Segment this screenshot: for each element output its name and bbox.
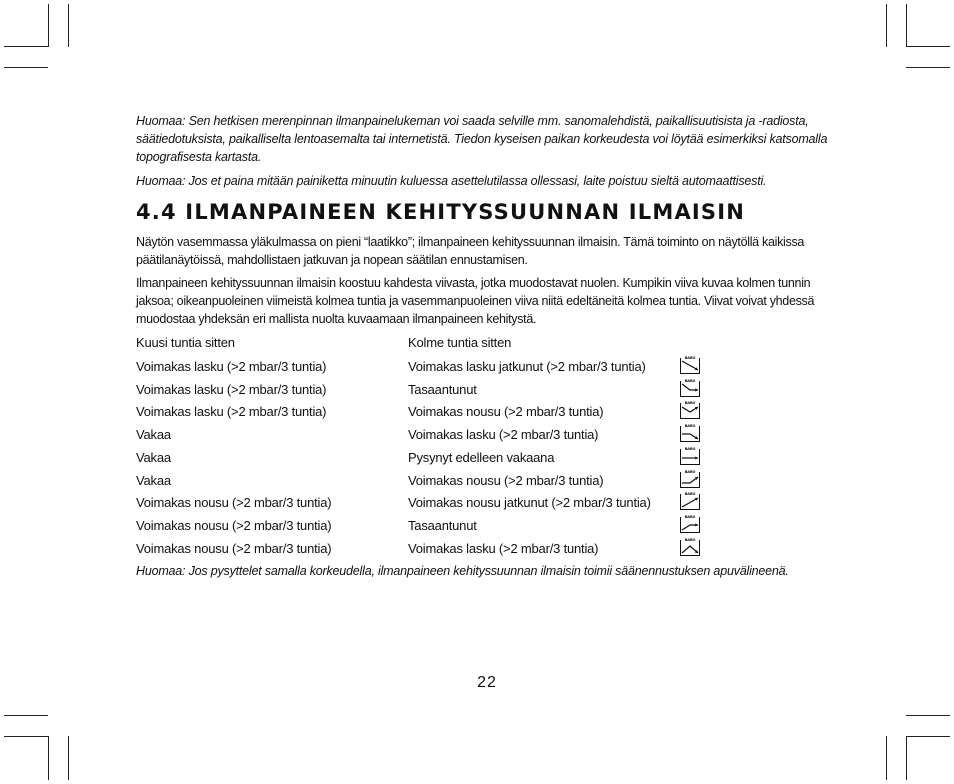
baro-up-down-icon <box>679 537 701 557</box>
baro-label: BARO <box>684 446 696 451</box>
three-hours-trend: Voimakas nousu (>2 mbar/3 tuntia) <box>408 404 604 420</box>
note-timeout: Huomaa: Jos et paina mitään painiketta minuutin kuluessa asettelutilassa ollessasi, laite poistuu sieltä automaattisesti. <box>136 174 767 188</box>
three-hours-trend: Pysynyt edelleen vakaana <box>408 449 555 465</box>
baro-flat-up-icon <box>679 469 701 489</box>
baro-label: BARO <box>684 537 696 542</box>
baro-label: BARO <box>684 469 696 474</box>
table-row <box>136 446 716 472</box>
three-hours-trend: Voimakas nousu (>2 mbar/3 tuntia) <box>408 472 604 488</box>
table-row <box>136 378 716 404</box>
baro-label: BARO <box>684 356 696 360</box>
section-heading: 4.4 ILMANPAINEEN KEHITYSSUUNNAN ILMAISIN <box>136 200 746 224</box>
table-row <box>136 514 716 540</box>
six-hours-trend: Voimakas nousu (>2 mbar/3 tuntia) <box>136 495 332 511</box>
baro-label: BARO <box>684 514 696 519</box>
note-altitude-info: Huomaa: Sen hetkisen merenpinnan ilmanpainelukeman voi saada selville mm. sanomalehdistä, paikallisuutisista ja -radiosta, säätiedotuksista, paikalliselta lentoasemalta tai internetistä. Tiedon kyseisen paikan korkeudesta voi löytää esimerkiksi katsomalla topografisesta kartasta. <box>136 114 828 164</box>
baro-down-flat-icon <box>679 378 701 398</box>
six-hours-trend: Voimakas nousu (>2 mbar/3 tuntia) <box>136 517 332 533</box>
table-row <box>136 401 716 429</box>
table-row <box>136 424 716 449</box>
table-row <box>136 492 716 517</box>
six-hours-trend: Voimakas nousu (>2 mbar/3 tuntia) <box>136 540 332 556</box>
header-three-hours-ago: Kolme tuntia sitten <box>408 335 512 350</box>
table-row <box>136 356 716 381</box>
three-hours-trend: Voimakas lasku jatkunut (>2 mbar/3 tuntia) <box>408 359 646 374</box>
table-header <box>136 335 716 357</box>
baro-flat-down-icon <box>679 423 701 443</box>
baro-down-up-icon <box>679 400 701 420</box>
baro-flat-flat-icon <box>679 446 701 466</box>
six-hours-trend: Vakaa <box>136 427 171 443</box>
six-hours-trend: Voimakas lasku (>2 mbar/3 tuntia) <box>136 359 327 374</box>
three-hours-trend: Tasaantunut <box>408 517 477 533</box>
three-hours-trend: Voimakas nousu jatkunut (>2 mbar/3 tuntia) <box>408 495 651 511</box>
note-altitude-forecast: Huomaa: Jos pysyttelet samalla korkeudella, ilmanpaineen kehityssuunnan ilmaisin toimii säänennustuksen apuvälineenä. <box>136 564 789 578</box>
three-hours-trend: Tasaantunut <box>408 381 477 397</box>
baro-label: BARO <box>684 492 696 497</box>
paragraph-intro: Näytön vasemmassa yläkulmassa on pieni “laatikko”; ilmanpaineen kehityssuunnan ilmaisin. Tämä toiminto on näytöllä kaikissa päätilanäytöissä, mahdollistaen jatkuvan ja nopean säätilan ennustamisen. <box>136 235 805 267</box>
baro-label: BARO <box>684 378 696 383</box>
three-hours-trend: Voimakas lasku (>2 mbar/3 tuntia) <box>408 540 599 556</box>
six-hours-trend: Voimakas lasku (>2 mbar/3 tuntia) <box>136 381 327 397</box>
six-hours-trend: Vakaa <box>136 449 171 465</box>
paragraph-arrows: Ilmanpaineen kehityssuunnan ilmaisin koostuu kahdesta viivasta, jotka muodostavat nuolen. Kumpikin viiva kuvaa kolmen tunnin jaksoa; oikeanpuoleinen viimeistä kolmea tuntia ja vasemmanpuoleinen viiva niitä edeltäneitä kolmea tuntia. Viivat voivat yhdessä muodostaa yhdeksän eri mallista nuolta kuvaamaan ilmanpaineen kehitystä. <box>136 276 815 326</box>
header-six-hours-ago: Kuusi tuntia sitten <box>136 335 235 350</box>
baro-up-up-icon <box>679 491 701 511</box>
six-hours-trend: Voimakas lasku (>2 mbar/3 tuntia) <box>136 404 327 420</box>
page-number: 22 <box>477 674 497 691</box>
table-row <box>136 469 716 495</box>
three-hours-trend: Voimakas lasku (>2 mbar/3 tuntia) <box>408 427 599 443</box>
baro-up-flat-icon <box>679 514 701 534</box>
baro-down-down-icon <box>679 355 701 375</box>
six-hours-trend: Vakaa <box>136 472 171 488</box>
table-row <box>136 537 716 563</box>
baro-label: BARO <box>684 424 696 429</box>
baro-label: BARO <box>684 401 696 406</box>
